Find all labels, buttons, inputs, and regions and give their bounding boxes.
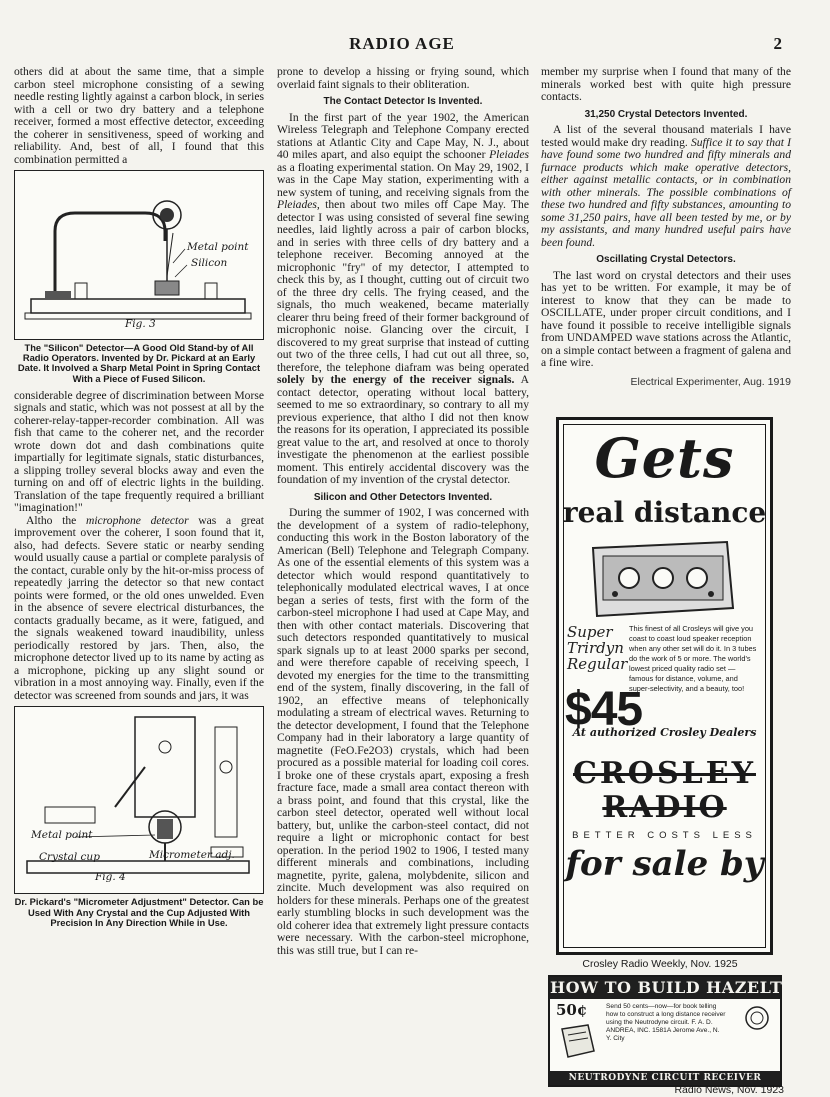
ad-headline: Gets — [594, 426, 735, 490]
figure-caption: Dr. Pickard's "Micrometer Adjustment" Detector. Can be Used With Any Crystal and the Cup Adjusted With Precision In Any Direction While in Use. — [14, 896, 264, 928]
crosley-advertisement — [556, 417, 773, 955]
ad-headline: HOW TO BUILD HAZELTINES — [550, 978, 830, 997]
section-heading: Oscillating Crystal Detectors. — [596, 254, 736, 265]
ad-copy: This finest of all Crosleys will give you coast to coast loud speaker reception when any other set will do it. In 3 tubes do the work of 5 or more. The world's lowest priced quality radio set — famous for distance, volume, and super-selectivity, and a beauty, too! — [629, 624, 757, 693]
paragraph: prone to develop a hissing or frying sound, which overlaid faint signals to their obliteration. — [277, 65, 529, 91]
page-header — [0, 34, 804, 54]
ad-brand-logo: RADIO — [602, 790, 727, 825]
paragraph: A list of the several thousand materials I have tested would make dry reading. Suffice it to say that I have found some two hundred and fifty minerals and furnace products which make operative detectors, either against metallic contacts, or in combination with other minerals. The possible combinations of these two hundred and fifty substances, amounting to some 31,250 pairs, have all been tested by me, or by my assistants, and many hundred useful pairs have been found. — [541, 123, 792, 249]
ad-footer: NEUTRODYNE CIRCUIT RECEIVER — [550, 1071, 780, 1085]
figure-label: Metal point — [31, 829, 93, 842]
ad-copy: Send 50 cents—now—for book telling how to construct a long distance receiver using the Neutrodyne circuit. F. A. D. ANDREA, INC. 1581A Jerome Ave., N. Y. City — [606, 1003, 726, 1042]
ad-dealers: At authorized Crosley Dealers — [572, 726, 757, 739]
section-heading: Silicon and Other Detectors Invented. — [313, 491, 493, 503]
column-1 — [14, 66, 264, 1091]
paragraph: In the first part of the year 1902, the American Wireless Telegraph and Telephone Company erected stations at Atlantic City and Cape May, N. J., about 40 miles apart, and also equipt the schooner Pleiades as a floating experimental station. On May 29, 1902, I was in the Cape May station, experimenting with a new system of tuning, and receiving signals from the Pleiades, then about two miles off Cape May. The detector I was using consisted of several fine sewing needles, laid lightly across a pair of carbon blocks, and in series with three cells of dry battery and a telephone receiver. Becoming annoyed at the microphonic "fry" of my detector, I attempted to check this by, as I thought, cutting out of circuit two of the three dry cells. The frying ceased, and the signals, tho much weakened, became materially clearer thru being freed of their former background of microphonic noise. Glancing over the circuit, I discovered to my great surprise that instead of cutting out two of the three cells, I had cut out all three, so, therefore, the telephone diafram was being operated solely by the energy of the receiver signals. A contact detector, operating without local battery, seemed to me so extraordinary, so contrary to all my previous experience, that altho I did not then know the reasons for its operation, I appreciated its possible great value to the art, and resolved at once to thoroly investigate the phenomenon at the earliest possible moment. This entirely accidental discovery was the foundation of my invention of the crystal detector. — [277, 110, 530, 486]
source-citation: Crosley Radio Weekly, Nov. 1925 — [582, 958, 738, 970]
paragraph: member my surprise when I found that many of the minerals worked best with quite high pressure contacts. — [541, 65, 791, 103]
figure-label: Micrometer adj. — [149, 849, 235, 862]
silicon-detector-illustration — [15, 171, 261, 336]
ad-price: $45 — [565, 683, 643, 736]
paragraph: others did at about the same time, that a simple carbon steel microphone consisting of a sewing needle resting lightly against a carbon block, in series with a cell or two dry battery and a telephone receiver, formed a most effective detector, exceeding the coherer in sensitiveness, speed of working and reliability. And, best of all, I found that this combination permitted a — [14, 65, 264, 166]
figure-label: Crystal cup — [39, 851, 100, 864]
book-icon — [558, 1021, 598, 1061]
source-citation: Electrical Experimenter, Aug. 1919 — [630, 375, 791, 388]
ad-brand-logo: CROSLEY — [573, 756, 756, 791]
column-3 — [541, 66, 791, 388]
hazeltine-advertisement — [548, 975, 830, 1087]
ad-subheadline: real distance — [562, 496, 767, 529]
paragraph: Altho the microphone detector was a great improvement over the coherer, I soon found that it, also, had defects. Severe static or nearby sending would usually cause a partial or complete paralysis of the contact, curable only by the hit-or-miss process of repeatedly jarring the detector so that new contact points were formed, or the old ones unwelded. Even in the absence of severe electrical disturbances, the contacts gradually became, as it were, fatigued, and the signals weakened toward inaudibility, unless periodically restored by jars. Then, also, the microphone detector lived up to its name by acting as a microphone, picking up any slight sound or vibration in a most annoying way. Finally, even if the detector was screened from sounds and jars, it was — [14, 513, 264, 702]
radio-set-icon — [589, 538, 737, 620]
source-citation: Radio News, Nov. 1923 — [674, 1084, 784, 1096]
column-2 — [277, 66, 529, 1091]
ad-price: 50¢ — [556, 1001, 588, 1019]
figure-4 — [14, 706, 264, 894]
page-number: 2 — [773, 34, 782, 53]
section-heading: The Contact Detector Is Invented. — [323, 96, 483, 107]
figure-caption: The "Silicon" Detector—A Good Old Stand-by of All Radio Operators. Invented by Dr. Pickard at an Early Date. It Involved a Sharp Metal Point in Spring Contact With a Piece of Fused Silicon. — [17, 342, 261, 384]
figure-label: Fig. 3 — [125, 318, 156, 330]
figure-label: Fig. 4 — [95, 871, 126, 884]
ad-tagline: BETTER COSTS LESS — [572, 830, 757, 841]
figure-label: Silicon — [191, 257, 228, 269]
seal-icon — [744, 1005, 770, 1031]
paragraph: During the summer of 1902, I was concerned with the development of a system of radio-telephony, conducting this work in the Boston laboratory of the American (Bell) Telephone and Telegraph Company. As one of the essential elements of this system was a detector which would respond quantitatively to telephonically modulated electrical waves, I at once began a series of tests, first with the form of the carbon-steel microphone I had used at Cape May, and then with other contact materials. Discovering that such detectors responded quantitatively to musical spark signals up to at least 2000 sparks per second, and were therefore capable of receiving speech, I devoted my energies for the time to the transmitting end of the system, finally discovering, in the fall of 1902, an effective means of telephonically modulating a stream of electrical waves. Returning to the detector development, I found that the Telephone Company had in their laboratory a large quantity of magnetite (FeO.Fe2O3) crystals, which had been procured as a possible material for loading coil cores. I broke one of these crystals apart, exposing a fresh fracture face, made a small area contact thereon with a brass point, and found that this crystal, like the carbon steel detector, operated well without local battery, but, unlike the carbon-steel contact, did not require a light or microphonic contact for best operation. In the period 1902 to 1906, I tested many different minerals and combinations, including magnetite, pyrite, galena, molybdenite, silicon and zincite. Much development was also required on holders for these minerals. Perhaps one of the greatest early stumbling blocks in such development was the old coherer idea that extremely light pressure contacts were necessary. With the carbon-steel microphone, this was still true, but I can re- — [277, 506, 529, 957]
paragraph: The last word on crystal detectors and their uses has yet to be written. For example, it may be of interest to know that they can be made to OSCILLATE, under proper circuit conditions, and I have found it possible to receive intelligible signals from UNDAMPED wave stations across the Atlantic, on a simple contact between a fragment of galena and a fine wire. — [541, 268, 791, 369]
paragraph: considerable degree of discrimination between Morse signals and static, which was not possest at all by the coherer-relay-tapper-recorder combination. All was fish that came to the coherer net, and the recorder wrote down dot and dash combinations quite impartially for legitimate signals, static disturbances, a slipping trolley several blocks away and even the turning on and off of electric lights in the building. Translation of the tape frequently required a brilliant "imagination!" — [14, 388, 264, 515]
page-title: RADIO AGE — [349, 34, 455, 53]
figure-label: Metal point — [187, 241, 249, 253]
section-heading: 31,250 Crystal Detectors Invented. — [584, 108, 748, 120]
ad-model-name: Super Trirdyn Regular — [567, 623, 628, 673]
figure-3 — [14, 170, 264, 340]
ad-forsale: for sale by — [565, 844, 764, 884]
